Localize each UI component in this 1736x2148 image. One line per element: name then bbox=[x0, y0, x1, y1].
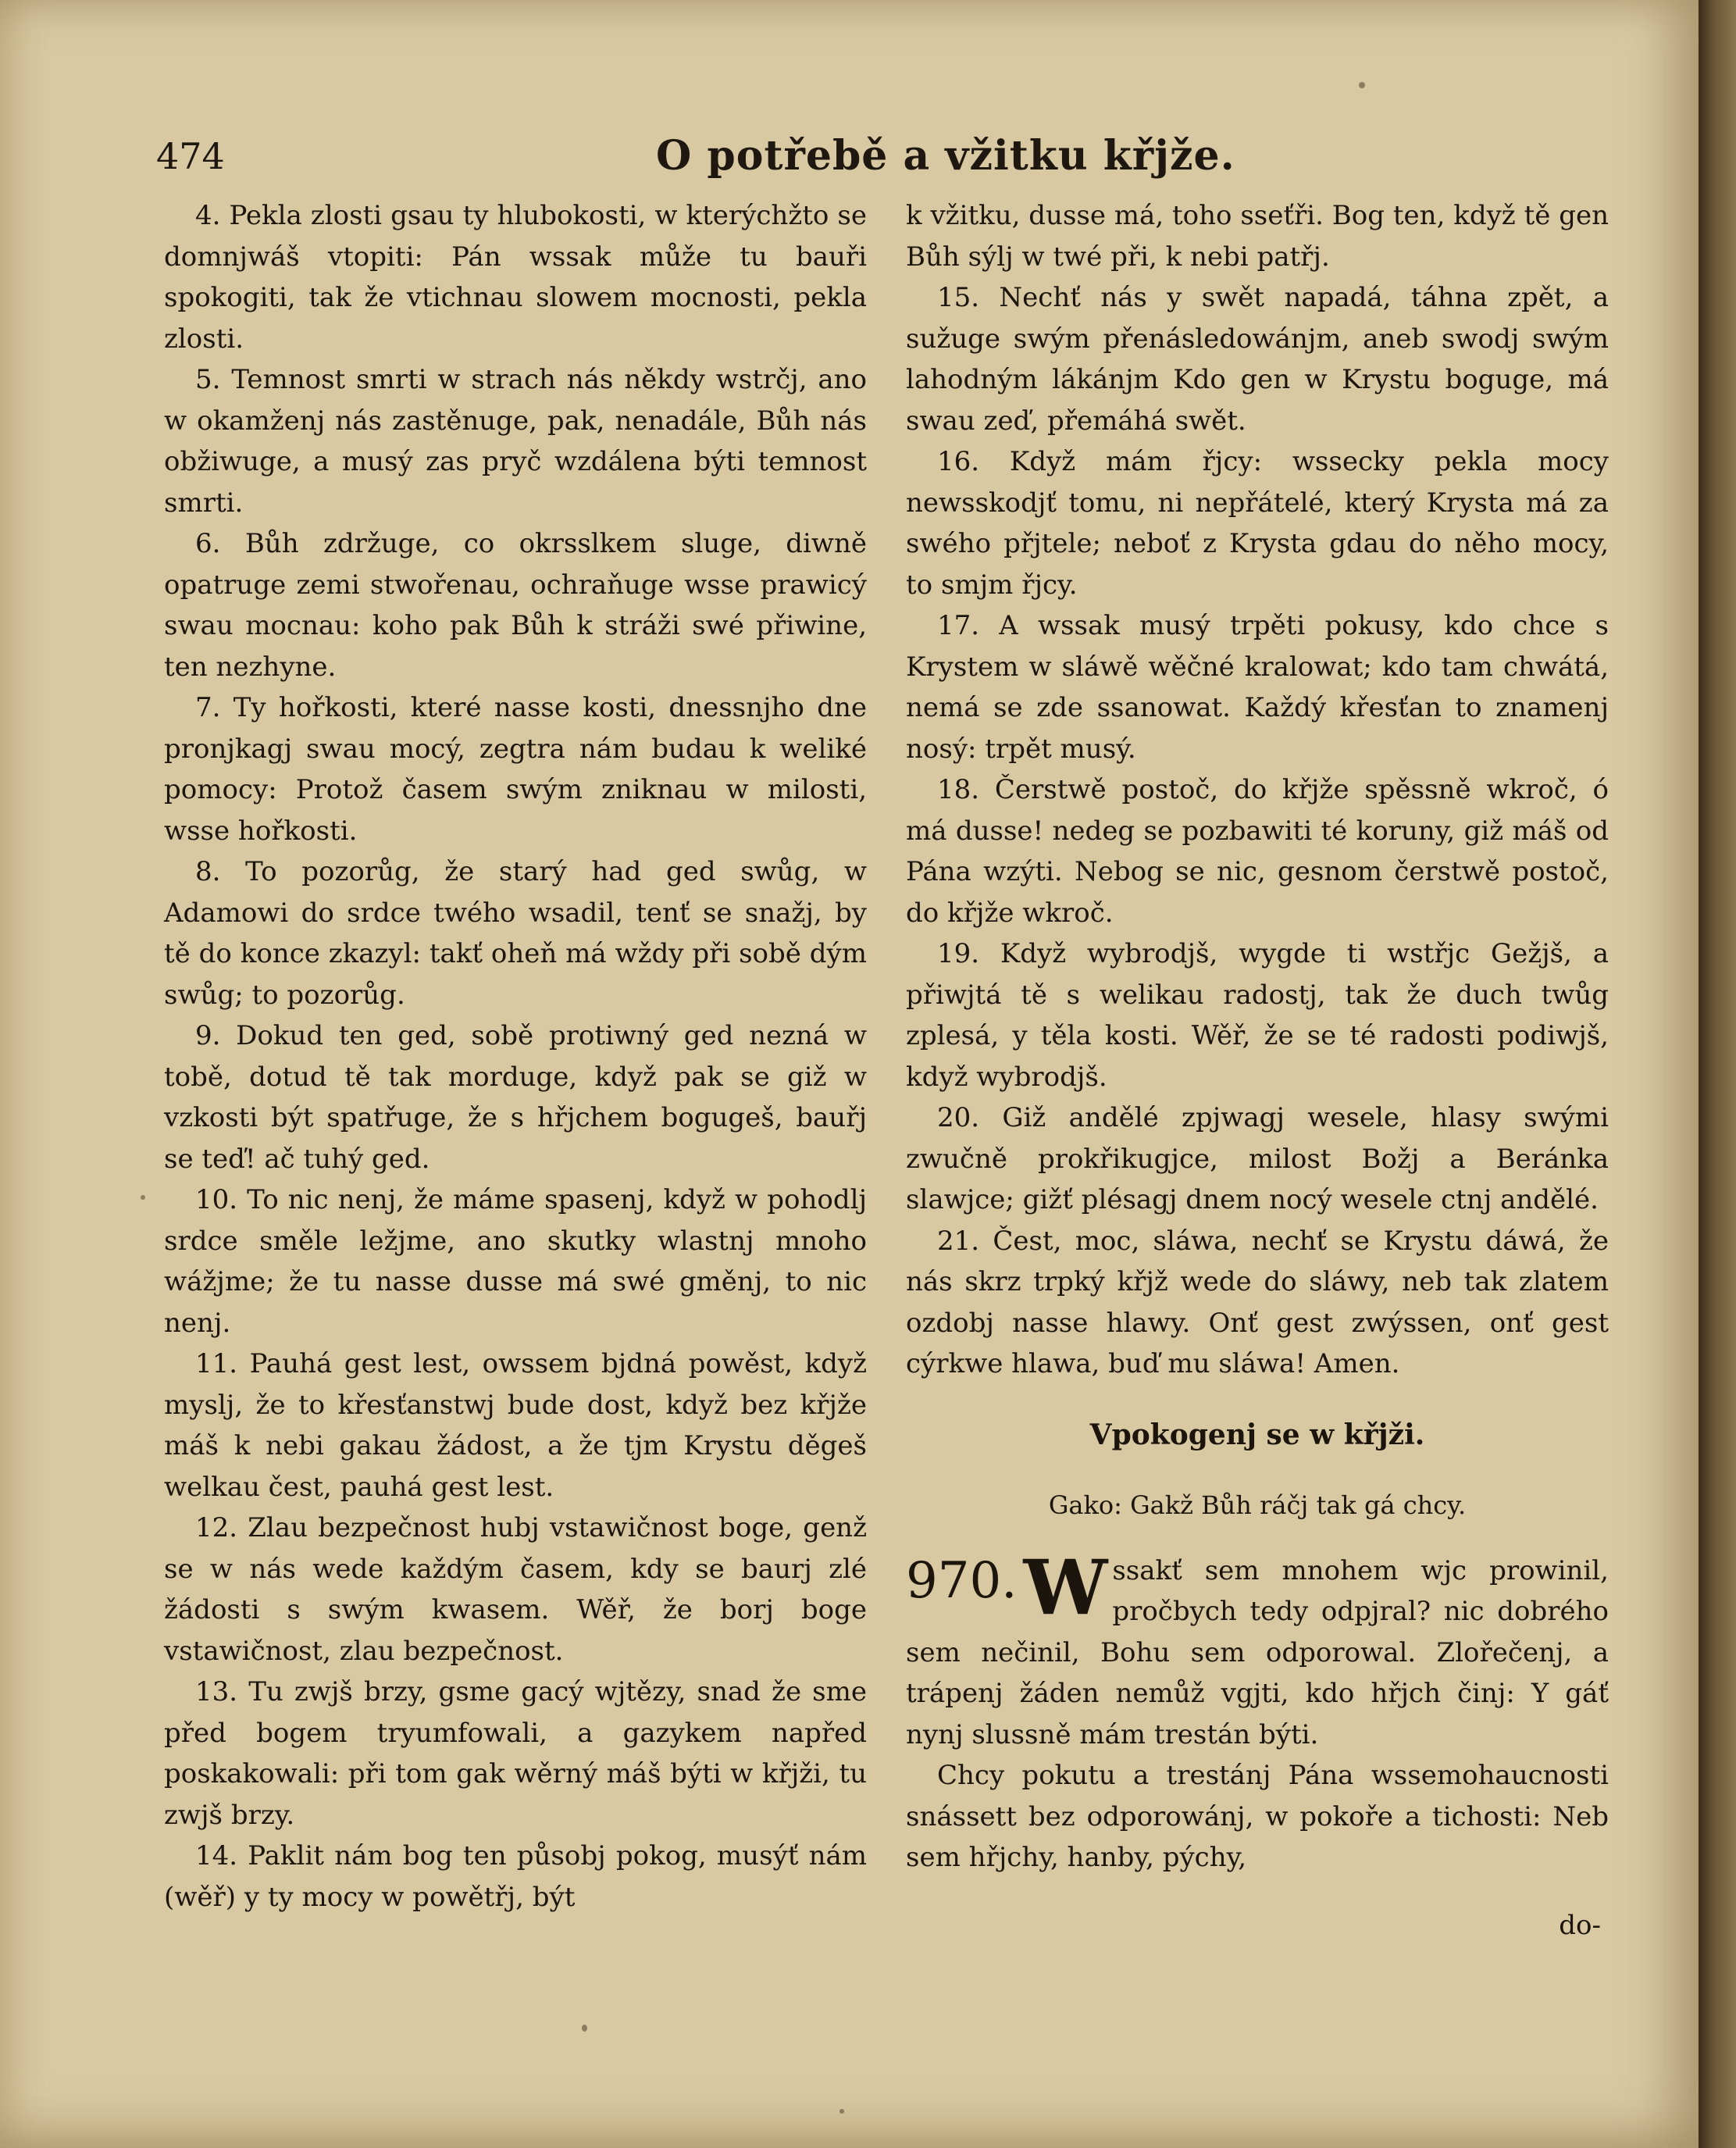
stanza-text: Giž andělé zpjwagj wesele, hlasy swými zwučně prokřikugjce, milost Božj a Beránka slawjce; gižť plésagj dnem nocý wesele ctnj andělé. bbox=[906, 1102, 1609, 1215]
stanza-number: 14. bbox=[195, 1840, 238, 1871]
stanza-number: 17. bbox=[937, 610, 980, 641]
stanza-number: 21. bbox=[937, 1225, 980, 1257]
stanza-10 bbox=[164, 1179, 867, 1343]
stanza-5 bbox=[164, 359, 867, 523]
stanza-number: 13. bbox=[195, 1676, 238, 1707]
stanza-number: 19. bbox=[937, 938, 980, 969]
stanza-18 bbox=[906, 769, 1609, 933]
stanza-7 bbox=[164, 687, 867, 851]
stanza-number: 5. bbox=[195, 364, 221, 395]
stanza-number: 20. bbox=[937, 1102, 980, 1133]
hymn-number: 970. bbox=[906, 1551, 1018, 1610]
running-title: O potřebě a vžitku křjže. bbox=[656, 132, 1235, 180]
stanza-text: Ty hořkosti, které nasse kosti, dnessnjho dne pronjkagj swau mocý, zegtra nám budau k weliké pomocy: Protož časem swým zniknau w milosti, wsse hořkosti. bbox=[164, 692, 867, 847]
paper-speck bbox=[839, 2109, 844, 2114]
paper-speck bbox=[582, 2025, 587, 2032]
paper-speck bbox=[1359, 82, 1365, 88]
stanza-text: A wssak musý trpěti pokusy, kdo chce s Krystem w sláwě wěčné kralowat; kdo tam chwátá, nemá se zde ssanowat. Každý křesťan to znamenj nosý: trpět musý. bbox=[906, 610, 1609, 765]
stanza-number: 16. bbox=[937, 446, 980, 477]
stanza-text: Pekla zlosti gsau ty hlubokosti, w kterýchžto se domnjwáš vtopiti: Pán wssak může tu bauři spokogiti, tak že vtichnau slowem mocnosti, pekla zlosti. bbox=[164, 200, 868, 355]
stanza-number: 11. bbox=[195, 1348, 238, 1379]
stanza-21 bbox=[906, 1221, 1609, 1385]
stanza-text: To nic nenj, že máme spasenj, když w pohodlj srdce směle ležjme, ano skutky wlastnj mnoho wážjme; že tu nasse dusse má swé gměnj, to nic nenj. bbox=[164, 1184, 867, 1339]
stanza-number: 15. bbox=[937, 282, 980, 313]
stanza-8 bbox=[164, 851, 867, 1015]
stanza-text: Čest, moc, sláwa, nechť se Krystu dáwá, že nás skrz trpký křjž wede do sláwy, neb tak zlatem ozdobj nasse hlawy. Onť gest zwýssen, onť gest cýrkwe hlawa, buď mu sláwa! Amen. bbox=[906, 1225, 1609, 1379]
stanza-text: Dokud ten ged, sobě protiwný ged nezná w tobě, dotud tě tak morduge, když pak se giž w vzkosti být spatřuge, že s hřjchem bogugeš, bauřj se teď! ač tuhý ged. bbox=[164, 1020, 867, 1175]
page-header bbox=[156, 125, 1624, 187]
stanza-13 bbox=[164, 1672, 867, 1836]
stanza-text: Když mám řjcy: wssecky pekla mocy newsskodjť tomu, ni nepřátelé, který Krysta má za swého přjtele; neboť z Krysta gdau do něho mocy, to smjm řjcy. bbox=[906, 446, 1609, 601]
stanza-11 bbox=[164, 1343, 867, 1508]
stanza-14 bbox=[164, 1836, 867, 1918]
right-column bbox=[906, 195, 1609, 1972]
stanza-number: 12. bbox=[195, 1512, 238, 1543]
hymn-tune: Gako: Gakž Bůh ráčj tak gá chcy. bbox=[1048, 1490, 1467, 1520]
paper-speck bbox=[141, 1195, 145, 1200]
stanza-number: 6. bbox=[195, 528, 221, 559]
stanza-4 bbox=[164, 195, 867, 359]
stanza-text: Čerstwě postoč, do křjže spěssně wkroč, ó má dusse! nedeg se pozbawiti té koruny, giž máš od Pána wzýti. Nebog se nic, gesnom čerstwě postoč, do křjže wkroč. bbox=[906, 774, 1609, 929]
stanza-text: Paklit nám bog ten působj pokog, musýť nám (wěř) y ty mocy w powětřj, být bbox=[164, 1840, 867, 1913]
stanza-text: To pozorůg, že starý had ged swůg, w Adamowi do srdce twého wsadil, tenť se snažj, by tě do konce zkazyl: takť oheň má wždy při sobě dým swůg; to pozorůg. bbox=[164, 856, 867, 1011]
stanza-12 bbox=[164, 1508, 867, 1672]
stanza-14-continued bbox=[906, 195, 1609, 277]
stanza-text: Chcy pokutu a trestánj Pána wssemohaucnosti snássett bez odporowánj, w pokoře a tichosti: Neb sem hřjchy, hanby, pýchy, bbox=[906, 1760, 1609, 1873]
stanza-16 bbox=[906, 441, 1609, 605]
stanza-number: 8. bbox=[195, 856, 221, 887]
stanza-text: k vžitku, dusse má, toho sseťři. Bog ten, když tě gen Bůh sýlj w twé při, k nebi patřj. bbox=[906, 200, 1609, 273]
stanza-text: Pauhá gest lest, owssem bjdná powěst, když myslj, že to křesťanstwj bude dost, když bez křjže máš k nebi gakau žádost, a že tjm Krystu děgeš welkau čest, pauhá gest lest. bbox=[164, 1348, 867, 1503]
stanza-text: Bůh zdržuge, co okrsslkem sluge, diwně opatruge zemi stwořenau, ochraňuge wsse prawicý swau mocnau: koho pak Bůh k stráži swé přiwine, ten nezhyne. bbox=[164, 528, 868, 683]
stanza-text: Temnost smrti w strach nás někdy wstrčj, ano w okamženj nás zastěnuge, pak, nenadále, Bůh nás obžiwuge, a musý zas pryč wzdálena býti temnost smrti. bbox=[164, 364, 867, 519]
stanza-17 bbox=[906, 605, 1609, 769]
stanza-text: ssakť sem mnohem wjc prowinil, pročbych tedy odpjral? nic dobrého sem nečinil, Bohu sem odporowal. Zlořečenj, a trápenj žáden nemůž vgjti, kdo hřjch činj: Y gáť nynj slussně mám trestán býti. bbox=[906, 1554, 1609, 1750]
stanza-6 bbox=[164, 523, 867, 687]
stanza-number: 7. bbox=[195, 692, 221, 723]
drop-cap-initial: W bbox=[1023, 1543, 1108, 1632]
stanza-9 bbox=[164, 1015, 867, 1179]
left-column bbox=[164, 195, 867, 1918]
stanza-number: 9. bbox=[195, 1020, 221, 1051]
catchword: do- bbox=[1559, 1909, 1601, 1941]
stanza-20 bbox=[906, 1097, 1609, 1221]
hymn-first-stanza bbox=[906, 1543, 1609, 1756]
page-edge-shadow bbox=[1699, 0, 1736, 2148]
hymn-title: Vpokogenj se w křjži. bbox=[1089, 1418, 1425, 1451]
stanza-number: 10. bbox=[195, 1184, 238, 1215]
stanza-number: 4. bbox=[195, 200, 221, 231]
stanza-15 bbox=[906, 277, 1609, 441]
hymn-second-stanza bbox=[906, 1755, 1609, 1879]
stanza-text: Nechť nás y swět napadá, táhna zpět, a sužuge swým přenásledowánjm, aneb swodj swým lahodným lákánjm Kdo gen w Krystu boguge, má swau zeď, přemáhá swět. bbox=[906, 282, 1609, 437]
stanza-text: Když wybrodjš, wygde ti wstřjc Gežjš, a přiwjtá tě s welikau radostj, tak že duch twůg zplesá, y těla kosti. Wěř, že se té radosti podiwjš, když wybrodjš. bbox=[906, 938, 1609, 1093]
stanza-number: 18. bbox=[937, 774, 980, 805]
stanza-19 bbox=[906, 933, 1609, 1097]
page-number: 474 bbox=[156, 135, 225, 177]
stanza-text: Zlau bezpečnost hubj vstawičnost boge, genž se w nás wede každým časem, kdy se baurj zlé žádosti s swým kwasem. Wěř, že borj boge vstawičnost, zlau bezpečnost. bbox=[164, 1512, 867, 1667]
stanza-text: Tu zwjš brzy, gsme gacý wjtězy, snad že sme před bogem tryumfowali, a gazykem napřed poskakowali: při tom gak wěrný máš býti w křjži, tu zwjš brzy. bbox=[164, 1676, 867, 1831]
